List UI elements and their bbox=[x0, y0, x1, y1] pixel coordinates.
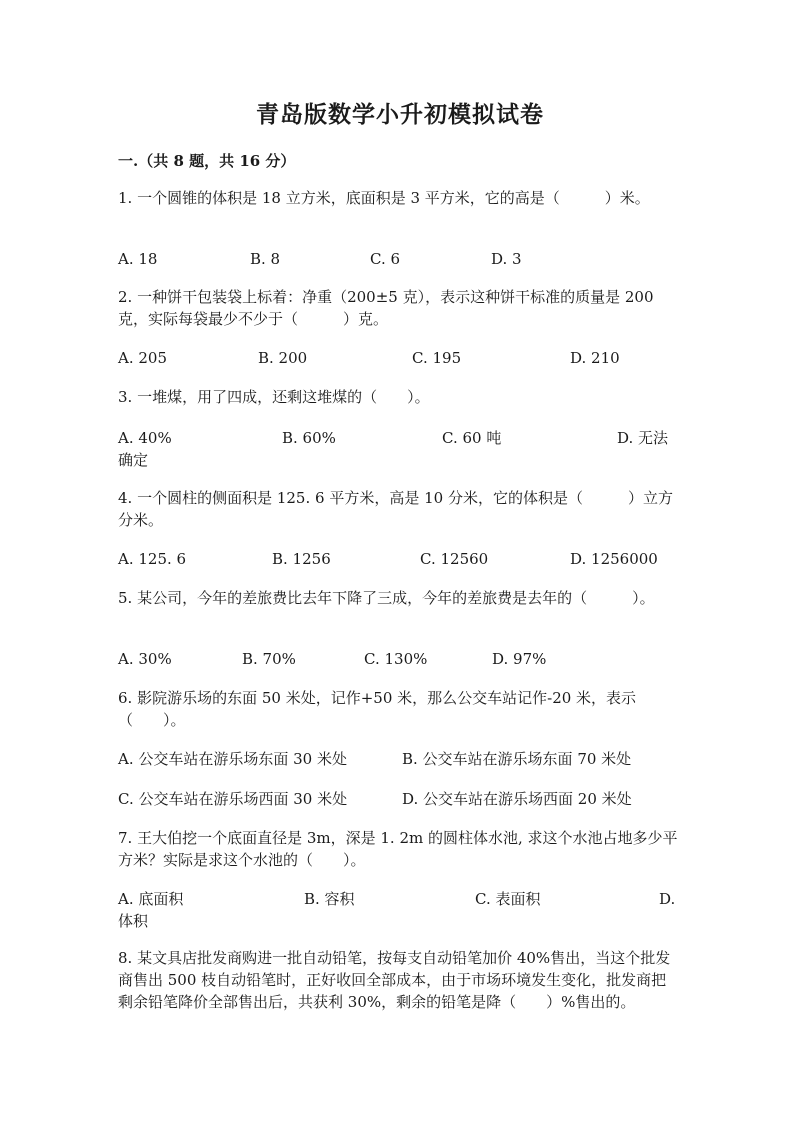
options-5 bbox=[118, 648, 678, 692]
option-d[interactable]: D. 210 bbox=[570, 349, 620, 367]
option-c[interactable]: C. 6 bbox=[370, 250, 401, 268]
question-6: 6. 影院游乐场的东面 50 米处，记作+50 米，那么公交车站记作-20 米，表示（ ）。 bbox=[118, 689, 637, 729]
option-b[interactable]: B. 8 bbox=[250, 250, 281, 268]
option-b[interactable]: B. 容积 bbox=[304, 890, 355, 908]
option-d[interactable]: D. 1256000 bbox=[570, 550, 658, 568]
option-a[interactable]: A. 40% bbox=[118, 429, 172, 447]
question-7: 7. 王大伯挖一个底面直径是 3m，深是 1. 2m 的圆柱体水池, 求这个水池占地多少平方米？实际是求这个水池的（ ）。 bbox=[118, 829, 678, 869]
question-2: 2. 一种饼干包装袋上标着：净重（200±5 克），表示这种饼干标准的质量是 200 克，实际每袋最少不少于（ ）克。 bbox=[118, 288, 654, 328]
option-a[interactable]: A. 205 bbox=[118, 349, 167, 367]
option-a[interactable]: A. 125. 6 bbox=[118, 550, 187, 568]
option-d[interactable]: D. 公交车站在游乐场西面 20 米处 bbox=[402, 790, 632, 808]
option-b[interactable]: B. 公交车站在游乐场东面 70 米处 bbox=[402, 750, 632, 768]
option-d[interactable]: D. 97% bbox=[492, 650, 547, 668]
option-a[interactable]: A. 底面积 bbox=[118, 890, 184, 908]
section-heading: 一.（共 8 题，共 16 分） bbox=[118, 152, 296, 170]
option-a[interactable]: A. 30% bbox=[118, 650, 172, 668]
question-5: 5. 某公司，今年的差旅费比去年下降了三成，今年的差旅费是去年的（ ）。 bbox=[118, 589, 655, 607]
option-d[interactable]: D. 无法 bbox=[617, 429, 669, 447]
question-4: 4. 一个圆柱的侧面积是 125. 6 平方米，高是 10 分米，它的体积是（ ）立方分米。 bbox=[118, 489, 673, 529]
options-6-row-1 bbox=[118, 748, 678, 792]
question-8: 8. 某文具店批发商购进一批自动铅笔，按每支自动铅笔加价 40%售出，当这个批发商售出 500 枝自动铅笔时，正好收回全部成本，由于市场环境发生变化，批发商把剩余铅笔降价全部售出后，共获利 30%，剩余的铅笔是降（ ）%售出的。 bbox=[118, 949, 671, 1011]
option-d[interactable]: D. 3 bbox=[491, 250, 522, 268]
option-c[interactable]: C. 60 吨 bbox=[442, 429, 502, 447]
options-3 bbox=[118, 427, 678, 471]
options-2 bbox=[118, 347, 678, 391]
page-title: 青岛版数学小升初模拟试卷 bbox=[256, 101, 544, 128]
options-4 bbox=[118, 548, 678, 592]
option-c[interactable]: C. 表面积 bbox=[475, 890, 541, 908]
question-1: 1. 一个圆锥的体积是 18 立方米，底面积是 3 平方米，它的高是（ ）米。 bbox=[118, 189, 650, 207]
options-6-row-2 bbox=[118, 788, 678, 832]
option-b[interactable]: B. 200 bbox=[258, 349, 308, 367]
option-d-continued: 确定 bbox=[118, 451, 149, 469]
option-d[interactable]: D. bbox=[659, 890, 676, 908]
option-a[interactable]: A. 18 bbox=[118, 250, 158, 268]
options-7 bbox=[118, 888, 678, 932]
option-c[interactable]: C. 公交车站在游乐场西面 30 米处 bbox=[118, 790, 348, 808]
option-a[interactable]: A. 公交车站在游乐场东面 30 米处 bbox=[118, 750, 347, 768]
option-c[interactable]: C. 12560 bbox=[420, 550, 489, 568]
option-d-continued: 体积 bbox=[118, 912, 149, 930]
option-b[interactable]: B. 60% bbox=[282, 429, 336, 447]
option-c[interactable]: C. 130% bbox=[364, 650, 428, 668]
option-c[interactable]: C. 195 bbox=[412, 349, 462, 367]
option-b[interactable]: B. 1256 bbox=[272, 550, 331, 568]
option-b[interactable]: B. 70% bbox=[242, 650, 296, 668]
question-3: 3. 一堆煤，用了四成，还剩这堆煤的（ ）。 bbox=[118, 388, 430, 406]
